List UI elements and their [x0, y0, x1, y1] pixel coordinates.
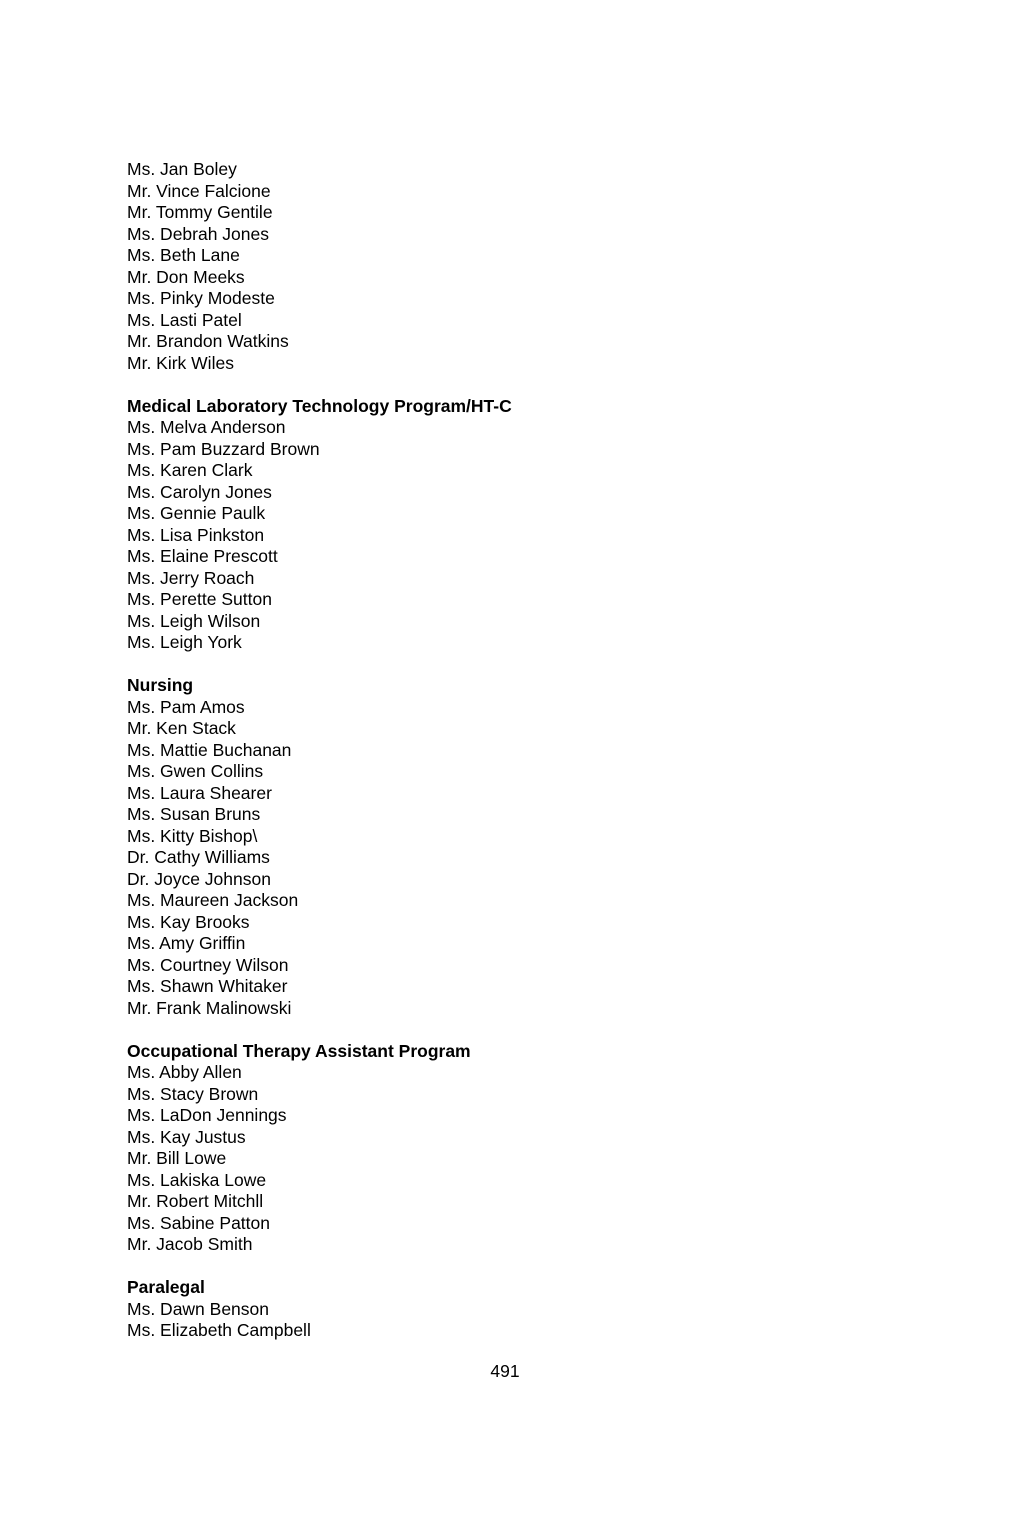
section-heading: Occupational Therapy Assistant Program	[127, 1040, 471, 1061]
list-item: Mr. Vince Falcione	[127, 180, 271, 201]
section-paralegal	[127, 1277, 887, 1342]
list-item: Ms. Perette Sutton	[127, 589, 272, 609]
list-item: Ms. Jerry Roach	[127, 567, 255, 588]
list-item: Ms. Kay Justus	[127, 1126, 246, 1147]
list-item: Mr. Jacob Smith	[127, 1234, 253, 1254]
list-item: Ms. Sabine Patton	[127, 1212, 270, 1233]
list-item: Ms. Susan Bruns	[127, 804, 261, 824]
document-body	[127, 159, 887, 1342]
list-item: Ms. Courtney Wilson	[127, 954, 289, 975]
list-item: Ms. Gennie Paulk	[127, 503, 266, 523]
list-item: Ms. Leigh York	[127, 632, 242, 652]
list-item: Ms. Elizabeth Campbell	[127, 1320, 311, 1340]
list-item: Ms. Karen Clark	[127, 460, 253, 480]
section-medical-laboratory	[127, 396, 887, 654]
list-item: Mr. Kirk Wiles	[127, 352, 234, 373]
list-item: Ms. Shawn Whitaker	[127, 976, 288, 996]
list-item: Ms. Carolyn Jones	[127, 481, 272, 502]
list-item: Mr. Robert Mitchll	[127, 1191, 264, 1211]
list-item: Ms. Pam Amos	[127, 696, 245, 717]
section-gap	[127, 1256, 887, 1278]
list-item: Ms. Pam Buzzard Brown	[127, 438, 320, 459]
list-item: Mr. Ken Stack	[127, 718, 236, 738]
list-item: Ms. Kitty Bishop\	[127, 825, 258, 846]
list-item: Ms. Dawn Benson	[127, 1298, 270, 1319]
list-item: Mr. Brandon Watkins	[127, 331, 289, 351]
list-item: Ms. Amy Griffin	[127, 933, 246, 953]
list-item: Mr. Tommy Gentile	[127, 202, 273, 222]
list-item: Dr. Cathy Williams	[127, 847, 270, 867]
list-item: Ms. Kay Brooks	[127, 911, 250, 932]
section-occupational-therapy	[127, 1041, 887, 1256]
section-nursing	[127, 675, 887, 1019]
list-item: Ms. Abby Allen	[127, 1062, 242, 1082]
list-item: Ms. Maureen Jackson	[127, 890, 299, 910]
list-item: Mr. Bill Lowe	[127, 1148, 227, 1168]
section-heading: Medical Laboratory Technology Program/HT-C	[127, 395, 512, 416]
list-item: Ms. Laura Shearer	[127, 782, 272, 803]
list-item: Ms. LaDon Jennings	[127, 1105, 287, 1125]
list-item: Mr. Frank Malinowski	[127, 997, 292, 1018]
list-item: Ms. Lisa Pinkston	[127, 524, 265, 545]
list-item: Ms. Debrah Jones	[127, 223, 270, 244]
section-heading: Nursing	[127, 675, 194, 695]
list-item: Ms. Beth Lane	[127, 245, 240, 265]
section-gap	[127, 1019, 887, 1041]
list-item: Ms. Leigh Wilson	[127, 610, 261, 631]
list-item: Mr. Don Meeks	[127, 266, 245, 287]
page-number: 491	[490, 1361, 520, 1381]
list-item: Ms. Gwen Collins	[127, 761, 264, 781]
list-item: Ms. Stacy Brown	[127, 1083, 259, 1104]
list-item: Dr. Joyce Johnson	[127, 868, 271, 889]
section-heading: Paralegal	[127, 1277, 205, 1297]
list-item: Ms. Melva Anderson	[127, 417, 286, 437]
section-gap	[127, 374, 887, 396]
list-item: Ms. Elaine Prescott	[127, 546, 278, 566]
intro-name-list	[127, 159, 887, 374]
list-item: Ms. Lakiska Lowe	[127, 1169, 267, 1190]
section-gap	[127, 654, 887, 676]
list-item: Ms. Lasti Patel	[127, 309, 242, 330]
list-item: Ms. Mattie Buchanan	[127, 739, 292, 760]
list-item: Ms. Pinky Modeste	[127, 288, 275, 308]
list-item: Ms. Jan Boley	[127, 159, 237, 179]
